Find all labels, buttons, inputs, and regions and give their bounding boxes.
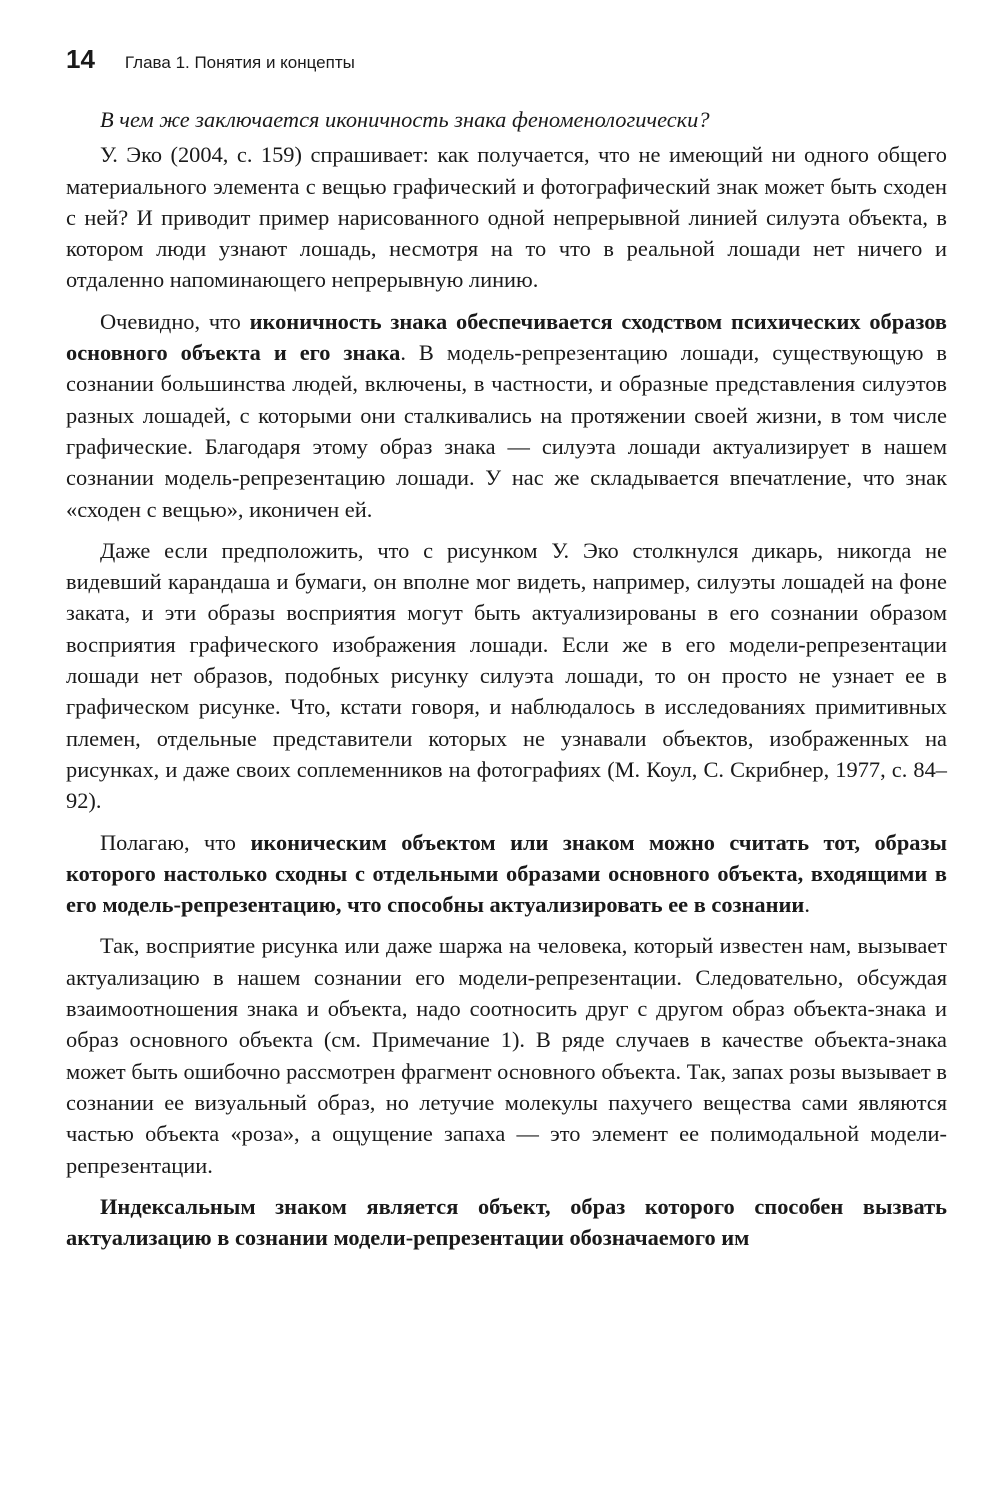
running-header bbox=[66, 44, 355, 76]
paragraph-3: Даже если предположить, что с рисунком У. Эко столкнулся дикарь, никогда не видевший карандаша и бумаги, он вполне мог видеть, например, силуэты лошадей на фоне заката, и эти образы восприятия могут быть актуализированы в его сознании образом восприятия графического изображения лошади. Если же в его модели-репрезентации лошади нет образов, подобных рисунку силуэта лошади, то он просто не узнает ее в графическом рисунке. Что, кстати говоря, и наблюдалось в исследованиях примитивных племен, отдельные представители которых не узнавали объектов, изображенных на рисунках, и даже своих соплеменников на фотографиях (М. Коул, С. Скрибнер, 1977, с. 84–92). bbox=[66, 537, 947, 814]
question-text: В чем же заключается иконичность знака феноменологически? bbox=[100, 107, 710, 132]
paragraph-5: Так, восприятие рисунка или даже шаржа на человека, который известен нам, вызывает актуализацию в нашем сознании его модели-репрезентации. Следовательно, обсуждая взаимоотношения знака и объекта, надо соотносить друг с другом образ объекта-знака и образ основного объекта (см. Примечание 1). В ряде случаев в качестве объекта-знака может быть ошибочно рассмотрен фрагмент основного объекта. Так, запах розы вызывает в сознании ее визуальный образ, но летучие молекулы пахучего вещества сами являются частью объекта «роза», а ощущение запаха — это элемент ее полимодальной модели-репрезентации. bbox=[66, 933, 947, 1178]
paragraph-2 bbox=[66, 306, 947, 525]
paragraph-2-end: . В модель-репрезентацию лошади, существующую в сознании большинства людей, включены, в частности, и образные представления силуэтов разных лошадей, с которыми они сталкивались на протяжении своей жизни, в том числе графические. Благодаря этому образ знака — силуэта лошади актуализирует в нашем сознании модель-репрезентацию лошади. У нас же складывается впечатление, что знак «сходен с вещью», иконичен ей. bbox=[66, 340, 948, 522]
paragraph-1: У. Эко (2004, с. 159) спрашивает: как получается, что не имеющий ни одного общего материального элемента с вещью графический и фотографический знак может быть сходен с ней? И приводит пример нарисованного одной непрерывной линией силуэта объекта, в котором люди узнают лошадь, несмотря на то что в реальной лошади нет ничего и отдаленно напоминающего непрерывную линию. bbox=[66, 142, 947, 293]
chapter-title: Глава 1. Понятия и концепты bbox=[124, 53, 355, 72]
paragraph-2-start: Очевидно, что bbox=[100, 308, 250, 334]
paragraph-6-bold: Индексальным знаком является объект, образ которого способен вызвать актуализацию в сознании модели-репрезентации обозначаемого им bbox=[66, 1193, 947, 1251]
paragraph-4 bbox=[66, 827, 947, 921]
paragraph-4-end: . bbox=[804, 892, 810, 918]
paragraph-2-bold: иконичность знака обеспечивается сходством психических образов основного объекта и его знака bbox=[66, 308, 947, 366]
paragraph-4-bold: иконическим объектом или знаком можно считать тот, образы которого настолько сходны с отдельными образами основного объекта, входящими в его модель-репрезентацию, что способны актуализировать ее в сознании bbox=[66, 829, 947, 918]
paragraph-4-start: Полагаю, что bbox=[100, 829, 251, 855]
page-body bbox=[66, 104, 947, 1263]
section-question bbox=[66, 104, 947, 135]
paragraph-6 bbox=[66, 1191, 947, 1254]
page-number: 14 bbox=[66, 44, 95, 74]
